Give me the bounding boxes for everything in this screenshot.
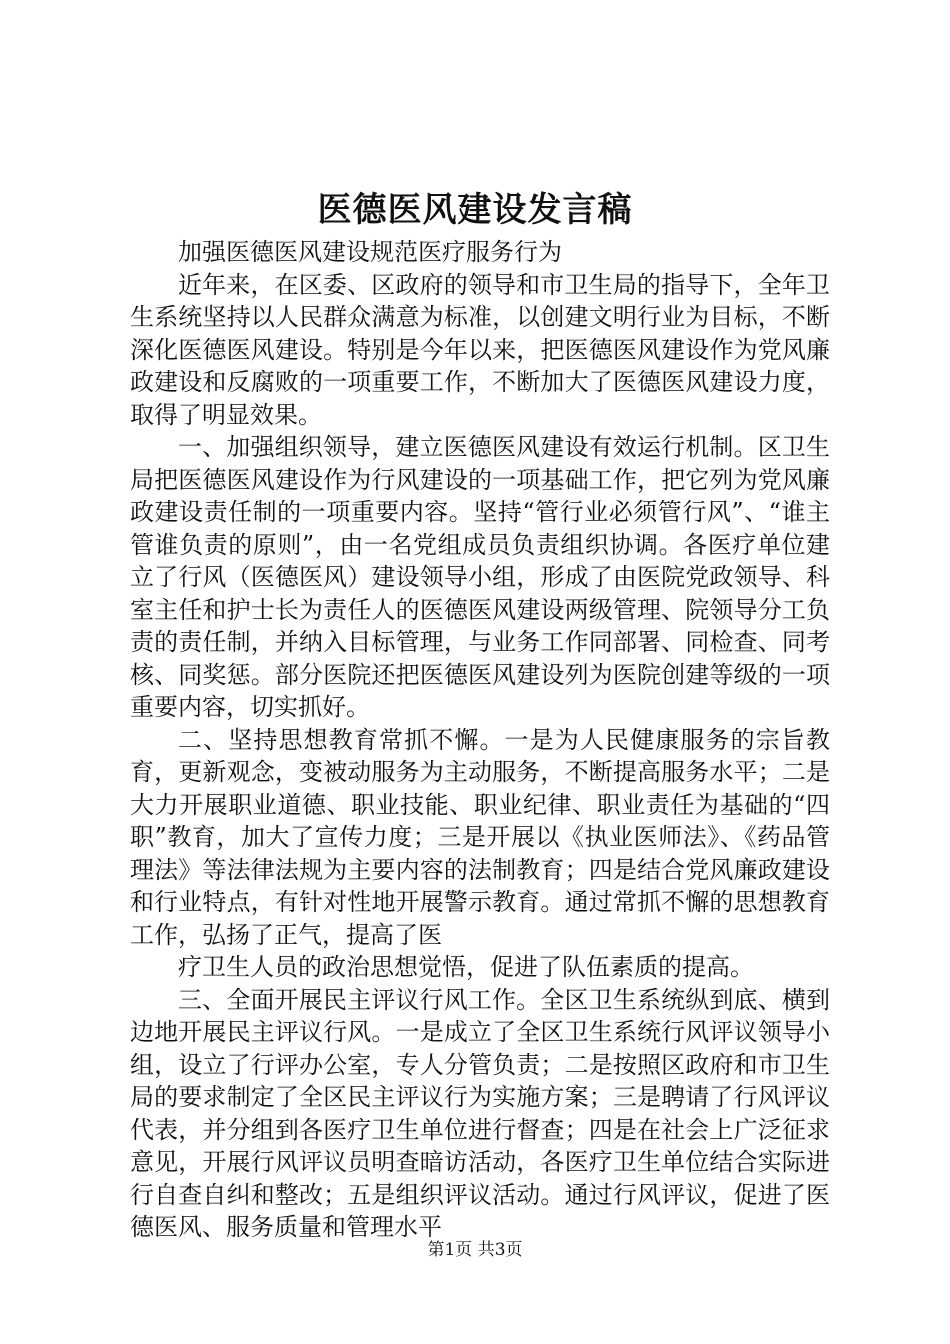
paragraph-subtitle: 加强医德医风建设规范医疗服务行为 xyxy=(178,238,562,266)
document-body xyxy=(130,236,830,1244)
paragraph-section-2-continued: 疗卫生人员的政治思想觉悟，促进了队伍素质的提高。 xyxy=(178,953,754,981)
paragraph-section-1: 一、加强组织领导，建立医德医风建设有效运行机制。区卫生局把医德医风建设作为行风建设的一项基础工作，把它列为党风廉政建设责任制的一项重要内容。坚持“管行业必须管行风”、“谁主管谁负责的原则”，由一名党组成员负责组织协调。各医疗单位建立了行风（医德医风）建设领导小组，形成了由医院党政领导、科室主任和护士长为责任人的医德医风建设两级管理、院领导分工负责的责任制，并纳入目标管理，与业务工作同部署、同检查、同考核、同奖惩。部分医院还把医德医风建设列为医院创建等级的一项重要内容，切实抓好。 xyxy=(130,433,830,721)
page-number: 第1页 共3页 xyxy=(427,1240,523,1260)
document-title: 医德医风建设发言稿 xyxy=(317,190,633,230)
paragraph-section-2: 二、坚持思想教育常抓不懈。一是为人民健康服务的宗旨教育，更新观念，变被动服务为主动服务，不断提高服务水平；二是大力开展职业道德、职业技能、职业纪律、职业责任为基础的“四职”教育，加大了宣传力度；三是开展以《执业医师法》、《药品管理法》等法律法规为主要内容的法制教育；四是结合党风廉政建设和行业特点，有针对性地开展警示教育。通过常抓不懈的思想教育工作，弘扬了正气，提高了医 xyxy=(130,725,830,949)
paragraph-section-3: 三、全面开展民主评议行风工作。全区卫生系统纵到底、横到边地开展民主评议行风。一是成立了全区卫生系统行风评议领导小组，设立了行评办公室，专人分管负责；二是按照区政府和市卫生局的要求制定了全区民主评议行为实施方案；三是聘请了行风评议代表，并分组到各医疗卫生单位进行督查；四是在社会上广泛征求意见，开展行风评议员明查暗访活动，各医疗卫生单位结合实际进行自查自纠和整改；五是组织评议活动。通过行风评议，促进了医德医风、服务质量和管理水平 xyxy=(130,985,830,1241)
paragraph-intro: 近年来，在区委、区政府的领导和市卫生局的指导下，全年卫生系统坚持以人民群众满意为标准，以创建文明行业为目标，不断深化医德医风建设。特别是今年以来，把医德医风建设作为党风廉政建设和反腐败的一项重要工作，不断加大了医德医风建设力度，取得了明显效果。 xyxy=(130,270,830,429)
